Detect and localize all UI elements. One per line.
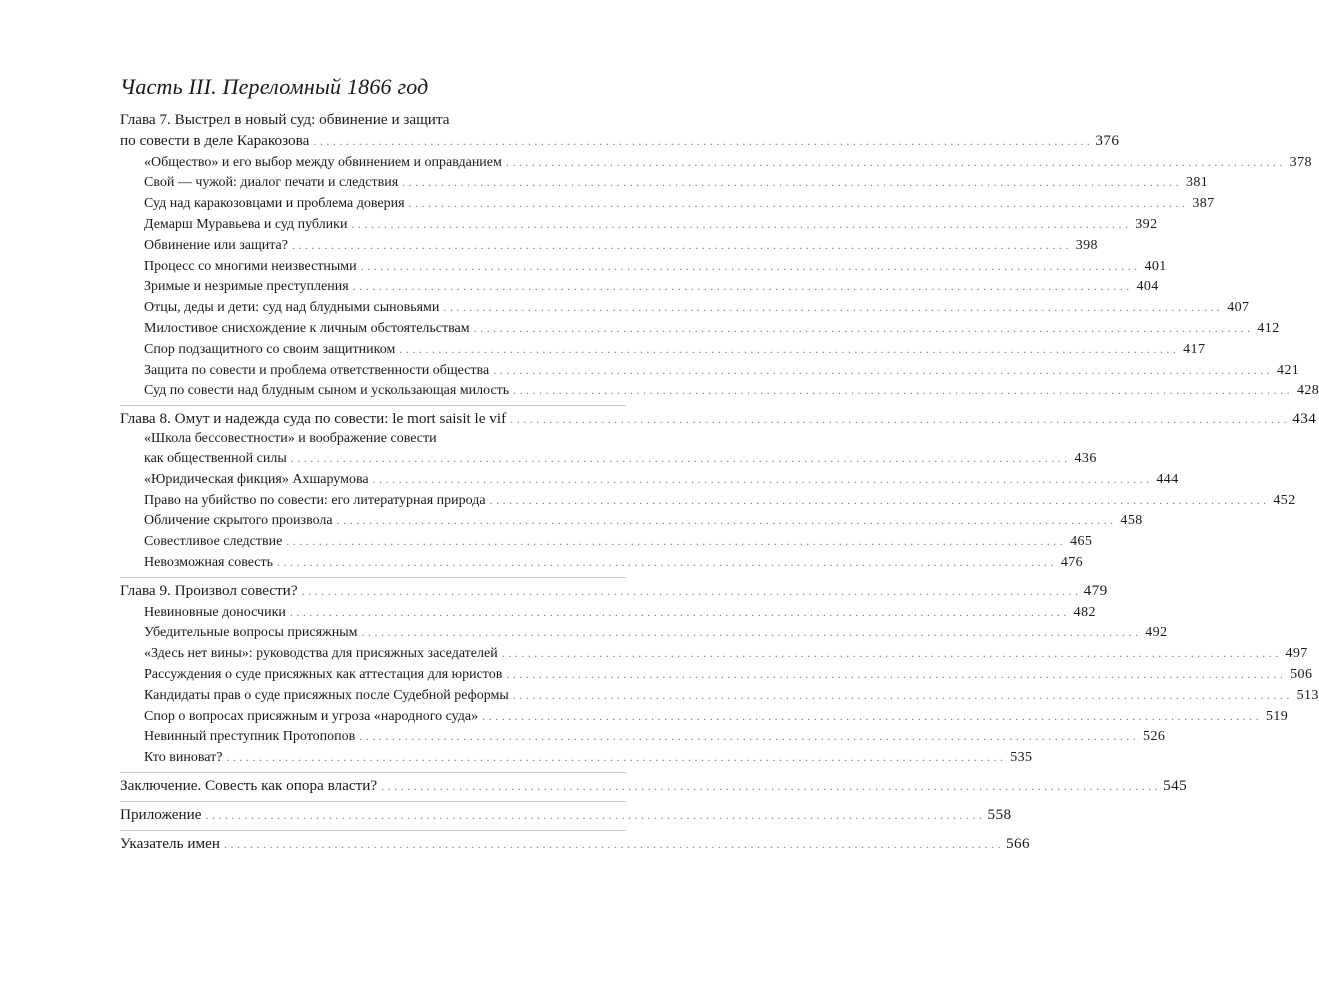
section-page: 519 — [1265, 708, 1289, 724]
section-title: Процесс со многими неизвестными — [144, 258, 357, 274]
section-page: 535 — [1010, 750, 1033, 766]
toc-section-entry[interactable] — [120, 622, 1168, 643]
dot-leader: ........................................................................................................................ — [408, 196, 1189, 211]
section-page: 404 — [1136, 279, 1159, 295]
toc-section-entry[interactable] — [120, 380, 1319, 401]
section-title: «Здесь нет вины»: руководства для присяжных заседателей — [144, 646, 498, 662]
conclusion-block — [120, 776, 1188, 797]
toc-section-entry[interactable] — [120, 360, 1300, 381]
conclusion-label: Заключение. Совесть как опора власти? — [120, 776, 378, 794]
toc-section-entry[interactable] — [120, 172, 1209, 193]
section-title: Рассуждения о суде присяжных как аттестация для юристов — [144, 666, 503, 682]
dot-leader: ........................................................................................................................ — [510, 412, 1291, 427]
toc-section-entry[interactable] — [120, 193, 1215, 214]
section-page: 407 — [1227, 300, 1250, 316]
index-block — [120, 834, 1030, 855]
section-page: 381 — [1185, 175, 1209, 191]
index-entry[interactable] — [120, 834, 1030, 855]
chapter-9 — [120, 581, 1108, 602]
dot-leader: ........................................................................................................................ — [402, 175, 1183, 190]
section-page: 417 — [1183, 341, 1206, 357]
dot-leader: ........................................................................................................................ — [381, 778, 1162, 793]
dot-leader: ........................................................................................................................ — [473, 320, 1254, 335]
appendix-block — [120, 805, 1012, 826]
section-page: 476 — [1060, 554, 1084, 570]
toc-section-entry[interactable] — [120, 318, 1280, 339]
chapter-7-title-line-1: Глава 7. Выстрел в новый суд: обвинение и защита — [120, 111, 450, 128]
chapter-8-first-section-page: 436 — [1074, 450, 1097, 466]
part-title: Часть III. Переломный 1866 год — [120, 74, 429, 99]
dot-leader: ........................................................................................................................ — [205, 807, 986, 822]
section-page: 421 — [1277, 362, 1300, 378]
dot-leader: ........................................................................................................................ — [506, 666, 1287, 681]
section-title: Спор подзащитного со своим защитником — [144, 341, 396, 357]
section-divider — [120, 405, 626, 406]
chapter-7-sections — [120, 152, 1319, 402]
chapter-8-first-section-line-1: «Школа бессовестности» и воображение совести — [144, 430, 437, 446]
dot-leader: ........................................................................................................................ — [286, 534, 1067, 549]
dot-leader: ........................................................................................................................ — [512, 687, 1293, 702]
toc-section-entry[interactable] — [120, 297, 1250, 318]
chapter-9-title[interactable] — [120, 581, 1108, 602]
toc-section-entry[interactable] — [120, 256, 1167, 277]
chapter-8-sections — [120, 469, 1296, 573]
section-title: Спор о вопросах присяжным и угроза «народного суда» — [144, 708, 479, 724]
toc-section-entry[interactable] — [120, 643, 1308, 664]
section-title: Право на убийство по совести: его литературная природа — [144, 492, 486, 508]
chapter-8 — [120, 409, 1317, 430]
section-page: 526 — [1143, 729, 1166, 745]
toc-section-entry[interactable] — [120, 602, 1096, 623]
dot-leader: ........................................................................................................................ — [351, 216, 1132, 231]
dot-leader: ........................................................................................................................ — [493, 362, 1274, 377]
dot-leader: ........................................................................................................................ — [489, 492, 1270, 507]
dot-leader: ........................................................................................................................ — [501, 646, 1282, 661]
toc-section-entry[interactable] — [120, 531, 1093, 552]
chapter-9-title-text: Глава 9. Произвол совести? — [120, 581, 298, 599]
chapter-8-title-text: Глава 8. Омут и надежда суда по совести: le mort saisit le vif — [120, 410, 507, 428]
dot-leader: ........................................................................................................................ — [336, 513, 1117, 528]
toc-section-entry[interactable] — [120, 276, 1159, 297]
dot-leader: ........................................................................................................................ — [313, 133, 1094, 148]
section-page: 398 — [1075, 237, 1098, 253]
dot-leader: ........................................................................................................................ — [361, 625, 1142, 640]
chapter-8-first-section-line-2: как общественной силы — [144, 450, 287, 466]
appendix-label: Приложение — [120, 805, 202, 823]
section-page: 412 — [1257, 320, 1280, 336]
dot-leader: ........................................................................................................................ — [443, 300, 1224, 315]
dot-leader: ........................................................................................................................ — [372, 471, 1153, 486]
section-title: «Общество» и его выбор между обвинением и оправданием — [144, 154, 502, 170]
section-page: 497 — [1285, 646, 1308, 662]
toc-section-entry[interactable] — [120, 726, 1166, 747]
chapter-7-page: 376 — [1095, 131, 1120, 149]
chapter-8-first-section[interactable] — [120, 448, 1097, 469]
section-title: Отцы, деды и дети: суд над блудными сыновьями — [144, 300, 440, 316]
section-title: Обличение скрытого произвола — [144, 513, 333, 529]
chapter-8-title[interactable] — [120, 409, 1317, 430]
section-title: Зримые и незримые преступления — [144, 279, 349, 295]
section-page: 444 — [1156, 471, 1179, 487]
section-title: Кто виноват? — [144, 750, 223, 766]
section-page: 387 — [1192, 196, 1215, 212]
toc-section-entry[interactable] — [120, 152, 1312, 173]
section-page: 506 — [1290, 666, 1313, 682]
appendix-entry[interactable] — [120, 805, 1012, 826]
dot-leader: ........................................................................................................................ — [352, 279, 1133, 294]
dot-leader: ........................................................................................................................ — [359, 729, 1140, 744]
section-divider — [120, 577, 626, 578]
section-page: 492 — [1145, 625, 1168, 641]
conclusion-entry[interactable] — [120, 776, 1188, 797]
toc-section-entry[interactable] — [120, 469, 1179, 490]
dot-leader: ........................................................................................................................ — [360, 258, 1141, 273]
section-title: Кандидаты прав о суде присяжных после Судебной реформы — [144, 687, 509, 703]
conclusion-page: 545 — [1163, 776, 1188, 794]
section-page: 392 — [1135, 216, 1158, 232]
chapter-7-title-continued: по совести в деле Каракозова — [120, 131, 310, 149]
chapter-8-page: 434 — [1292, 410, 1317, 428]
section-title: Обвинение или защита? — [144, 237, 288, 253]
section-title: «Юридическая фикция» Ахшарумова — [144, 471, 369, 487]
section-title: Невиновные доносчики — [144, 604, 286, 620]
dot-leader: ........................................................................................................................ — [291, 237, 1072, 252]
toc-section-entry[interactable] — [120, 510, 1143, 531]
dot-leader: ........................................................................................................................ — [399, 341, 1180, 356]
dot-leader: ........................................................................................................................ — [277, 554, 1058, 569]
dot-leader: ........................................................................................................................ — [226, 750, 1007, 765]
toc-section-entry[interactable] — [120, 490, 1296, 511]
toc-section-entry[interactable] — [120, 664, 1313, 685]
section-title: Свой — чужой: диалог печати и следствия — [144, 175, 399, 191]
dot-leader: ........................................................................................................................ — [290, 450, 1071, 465]
section-page: 513 — [1296, 687, 1319, 703]
section-title: Защита по совести и проблема ответственности общества — [144, 362, 490, 378]
index-page: 566 — [1005, 834, 1030, 852]
section-page: 482 — [1073, 604, 1096, 620]
dot-leader: ........................................................................................................................ — [513, 383, 1294, 398]
table-of-contents — [120, 110, 1319, 854]
section-title: Невозможная совесть — [144, 554, 274, 570]
toc-section-entry[interactable] — [120, 214, 1158, 235]
appendix-page: 558 — [987, 805, 1012, 823]
section-title: Суд над каракозовцами и проблема доверия — [144, 196, 405, 212]
dot-leader: ........................................................................................................................ — [482, 708, 1263, 723]
dot-leader: ........................................................................................................................ — [223, 836, 1004, 851]
toc-section-entry[interactable] — [120, 235, 1098, 256]
chapter-9-page: 479 — [1083, 581, 1108, 599]
section-title: Убедительные вопросы присяжным — [144, 625, 358, 641]
section-page: 465 — [1070, 534, 1093, 550]
section-title: Суд по совести над блудным сыном и ускользающая милость — [144, 383, 510, 399]
section-page: 452 — [1273, 492, 1296, 508]
dot-leader: ........................................................................................................................ — [505, 154, 1286, 169]
section-divider — [120, 830, 626, 831]
chapter-7 — [120, 110, 1120, 152]
dot-leader: ........................................................................................................................ — [289, 604, 1070, 619]
section-divider — [120, 772, 626, 773]
section-title: Невинный преступник Протопопов — [144, 729, 356, 745]
toc-section-entry[interactable] — [120, 339, 1206, 360]
dot-leader: ........................................................................................................................ — [301, 583, 1082, 598]
section-title: Демарш Муравьева и суд публики — [144, 216, 348, 232]
toc-section-entry[interactable] — [120, 706, 1289, 727]
toc-section-entry[interactable] — [120, 552, 1084, 573]
chapter-9-sections — [120, 602, 1319, 768]
section-divider — [120, 801, 626, 802]
toc-section-entry[interactable] — [120, 685, 1319, 706]
section-page: 458 — [1120, 513, 1143, 529]
section-title: Совестливое следствие — [144, 534, 283, 550]
section-page: 428 — [1296, 383, 1319, 399]
section-page: 378 — [1289, 154, 1312, 170]
section-page: 401 — [1144, 258, 1167, 274]
section-title: Милостивое снисхождение к личным обстоятельствам — [144, 320, 470, 336]
index-label: Указатель имен — [120, 834, 220, 852]
chapter-7-title-line-2[interactable] — [120, 131, 1120, 152]
toc-section-entry[interactable] — [120, 747, 1033, 768]
